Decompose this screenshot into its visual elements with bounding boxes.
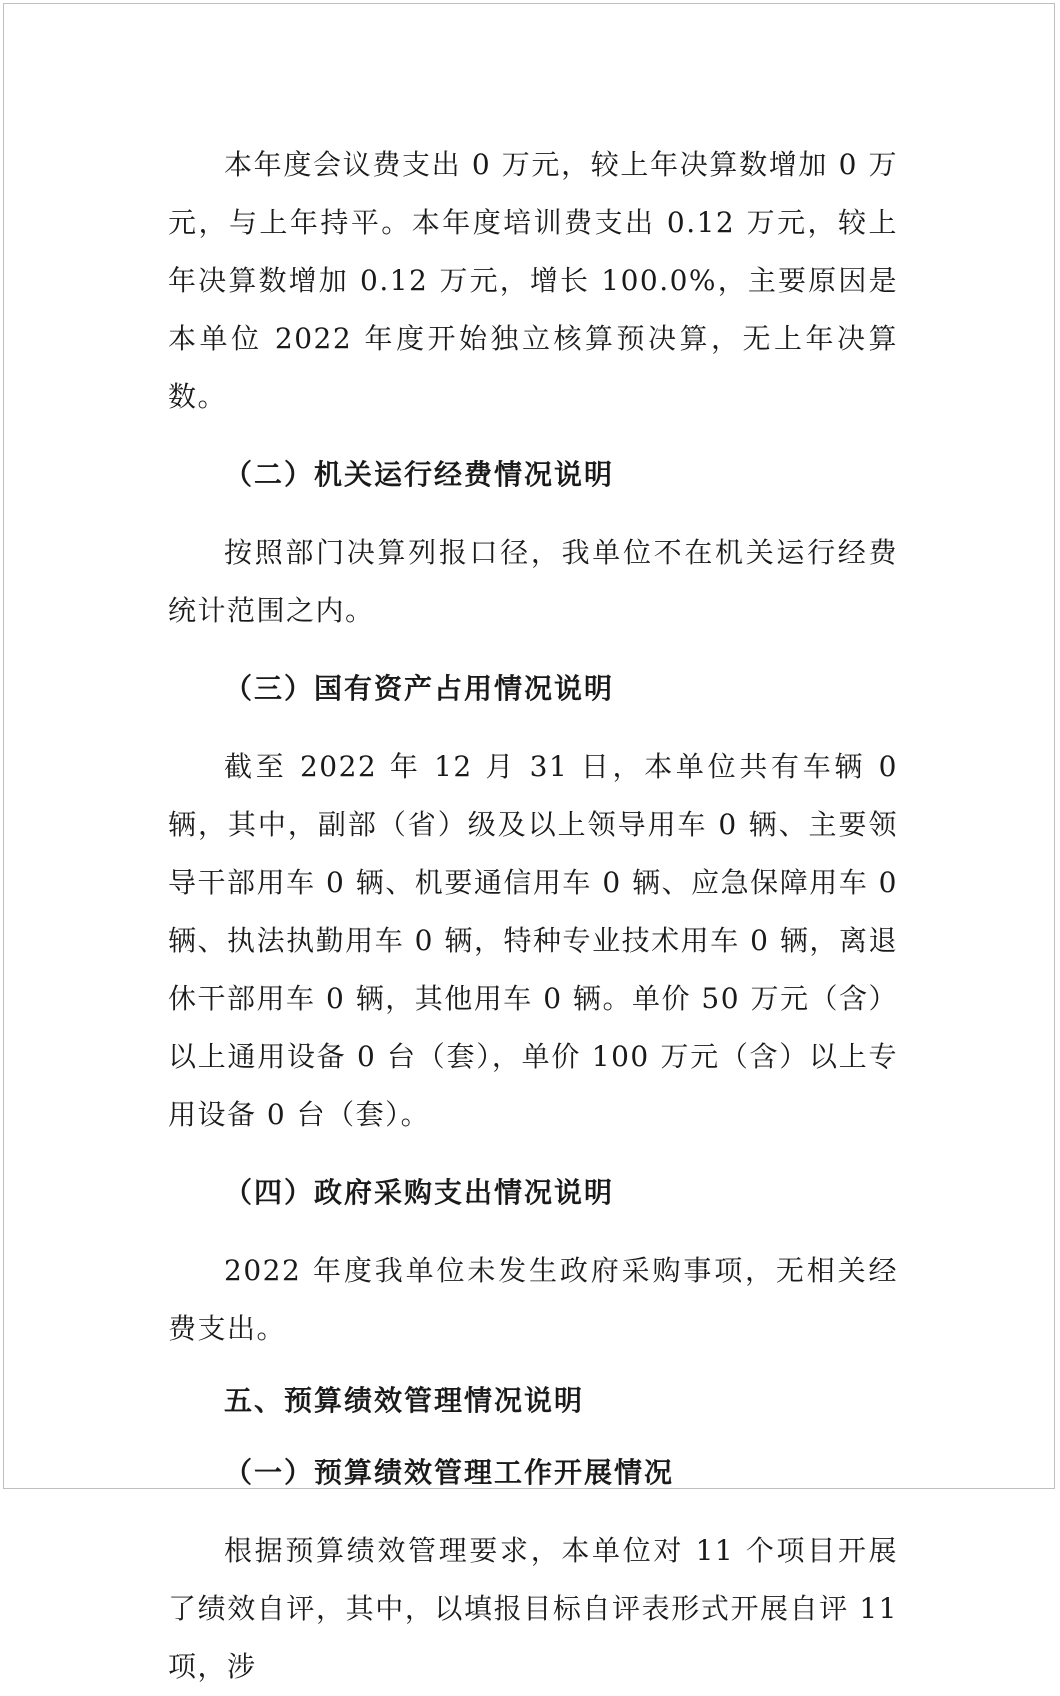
section-heading-procurement: （四）政府采购支出情况说明 <box>224 1176 615 1209</box>
section-heading-performance-work: （一）预算绩效管理工作开展情况 <box>224 1456 675 1489</box>
chapter-heading-performance: 五、预算绩效管理情况说明 <box>224 1384 585 1417</box>
document-body <box>168 136 898 1696</box>
paragraph-procurement: 2022 年度我单位未发生政府采购事项，无相关经费支出。 <box>168 1254 898 1345</box>
section-heading-state-assets: （三）国有资产占用情况说明 <box>224 672 615 705</box>
paragraph-state-assets: 截至 2022 年 12 月 31 日，本单位共有车辆 0 辆，其中，副部（省）级及以上领导用车 0 辆、主要领导干部用车 0 辆、机要通信用车 0 辆、应急保障用车 0 辆、执法执勤用车 0 辆，特种专业技术用车 0 辆，离退休干部用车 0 辆，其他用车 0 辆。单价 50 万元（含）以上通用设备 0 台（套），单价 100 万元（含）以上专用设备 0 台（套）。 <box>168 750 898 1131</box>
paragraph-operating-costs: 按照部门决算列报口径，我单位不在机关运行经费统计范围之内。 <box>168 536 898 627</box>
section-heading-operating-costs: （二）机关运行经费情况说明 <box>224 458 615 491</box>
paragraph-meeting-training-fees: 本年度会议费支出 0 万元，较上年决算数增加 0 万元，与上年持平。本年度培训费支出 0.12 万元，较上年决算数增加 0.12 万元，增长 100.0%，主要原因是本单位 2022 年度开始独立核算预决算，无上年决算数。 <box>168 148 898 413</box>
paragraph-performance-work: 根据预算绩效管理要求，本单位对 11 个项目开展了绩效自评，其中，以填报目标自评表形式开展自评 11 项，涉 <box>168 1534 898 1683</box>
